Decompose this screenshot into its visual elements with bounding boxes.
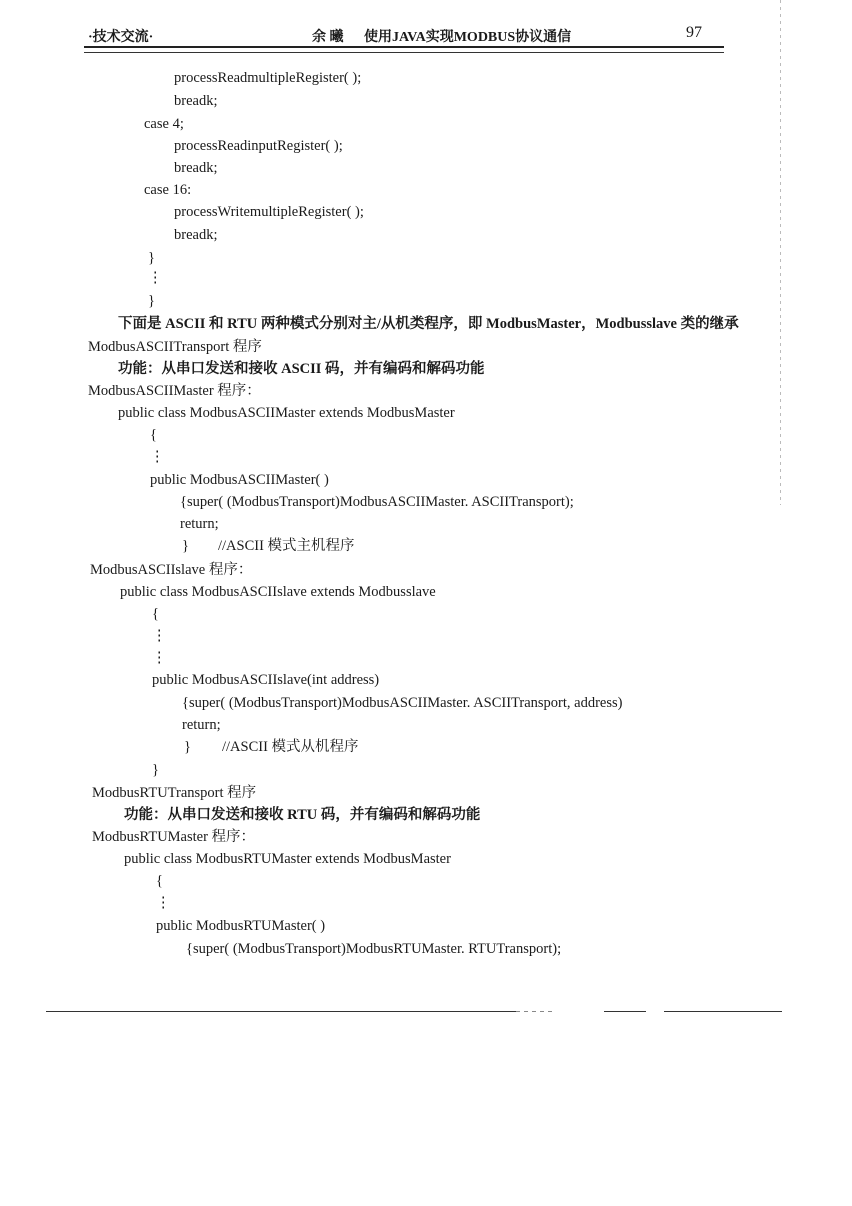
footer-rule [46,1011,516,1012]
header-page-number: 97 [686,24,702,41]
footer-rule-faded [516,1011,556,1012]
code-comment: //ASCII 模式主机程序 [218,538,355,554]
code-ellipsis: ⋮ [152,628,167,644]
code-line: public ModbusRTUMaster( ) [156,918,326,934]
code-line: case 4; [144,116,184,132]
code-line: public ModbusASCIIMaster( ) [150,472,329,488]
code-line: public class ModbusRTUMaster extends ModbusMaster [124,851,451,867]
header-author: 余 曦 [312,30,344,45]
function-description: 功能：从串口发送和接收 ASCII 码，并有编码和解码功能 [118,361,485,377]
code-line: public class ModbusASCIIslave extends Modbusslave [120,584,436,600]
code-line: {super( (ModbusTransport)ModbusASCIIMaster. ASCIITransport); [180,494,574,510]
section-heading: ModbusRTUTransport 程序 [92,785,257,801]
code-ellipsis: ⋮ [150,449,165,465]
code-line: public class ModbusASCIIMaster extends ModbusMaster [118,405,455,421]
scan-margin-line [780,0,781,505]
code-line: return; [182,717,221,733]
code-brace: { [152,606,159,622]
header-rule-thin [84,52,724,53]
code-line: return; [180,516,219,532]
code-line: breadk; [174,160,218,176]
code-line: case 16: [144,182,192,198]
section-heading: ModbusASCIIslave 程序： [90,562,253,578]
code-brace: } [184,739,191,755]
function-description: 功能：从串口发送和接收 RTU 码，并有编码和解码功能 [124,807,481,823]
code-brace: } [182,538,189,554]
code-line: processReadmultipleRegister( ); [174,70,362,86]
code-line: processReadinputRegister( ); [174,138,343,154]
code-line: public ModbusASCIIslave(int address) [152,672,380,688]
header-article-title: 使用JAVA实现MODBUS协议通信 [364,30,572,45]
code-line: {super( (ModbusTransport)ModbusRTUMaster. RTUTransport); [186,941,562,957]
code-ellipsis: ⋮ [148,270,163,286]
code-brace: } [148,293,155,309]
code-brace: } [148,250,155,266]
code-brace: { [156,873,163,889]
header-section-label: ·技术交流· [88,30,154,45]
footer-rule [604,1011,646,1012]
code-line: {super( (ModbusTransport)ModbusASCIIMaster. ASCIITransport, address) [182,695,623,711]
section-heading: ModbusASCIITransport 程序 [88,339,262,355]
code-line: breadk; [174,93,218,109]
section-heading: ModbusRTUMaster 程序： [92,829,256,845]
code-comment: //ASCII 模式从机程序 [222,739,359,755]
code-ellipsis: ⋮ [156,895,171,911]
body-paragraph: 下面是 ASCII 和 RTU 两种模式分别对主/从机类程序，即 ModbusMaster，Modbusslave 类的继承 [118,316,739,332]
code-brace: } [152,762,159,778]
code-line: breadk; [174,227,218,243]
footer-rule [664,1011,782,1012]
header-rule-thick [84,46,724,48]
code-line: processWritemultipleRegister( ); [174,204,364,220]
code-brace: { [150,427,157,443]
section-heading: ModbusASCIIMaster 程序： [88,383,261,399]
code-ellipsis: ⋮ [152,650,167,666]
